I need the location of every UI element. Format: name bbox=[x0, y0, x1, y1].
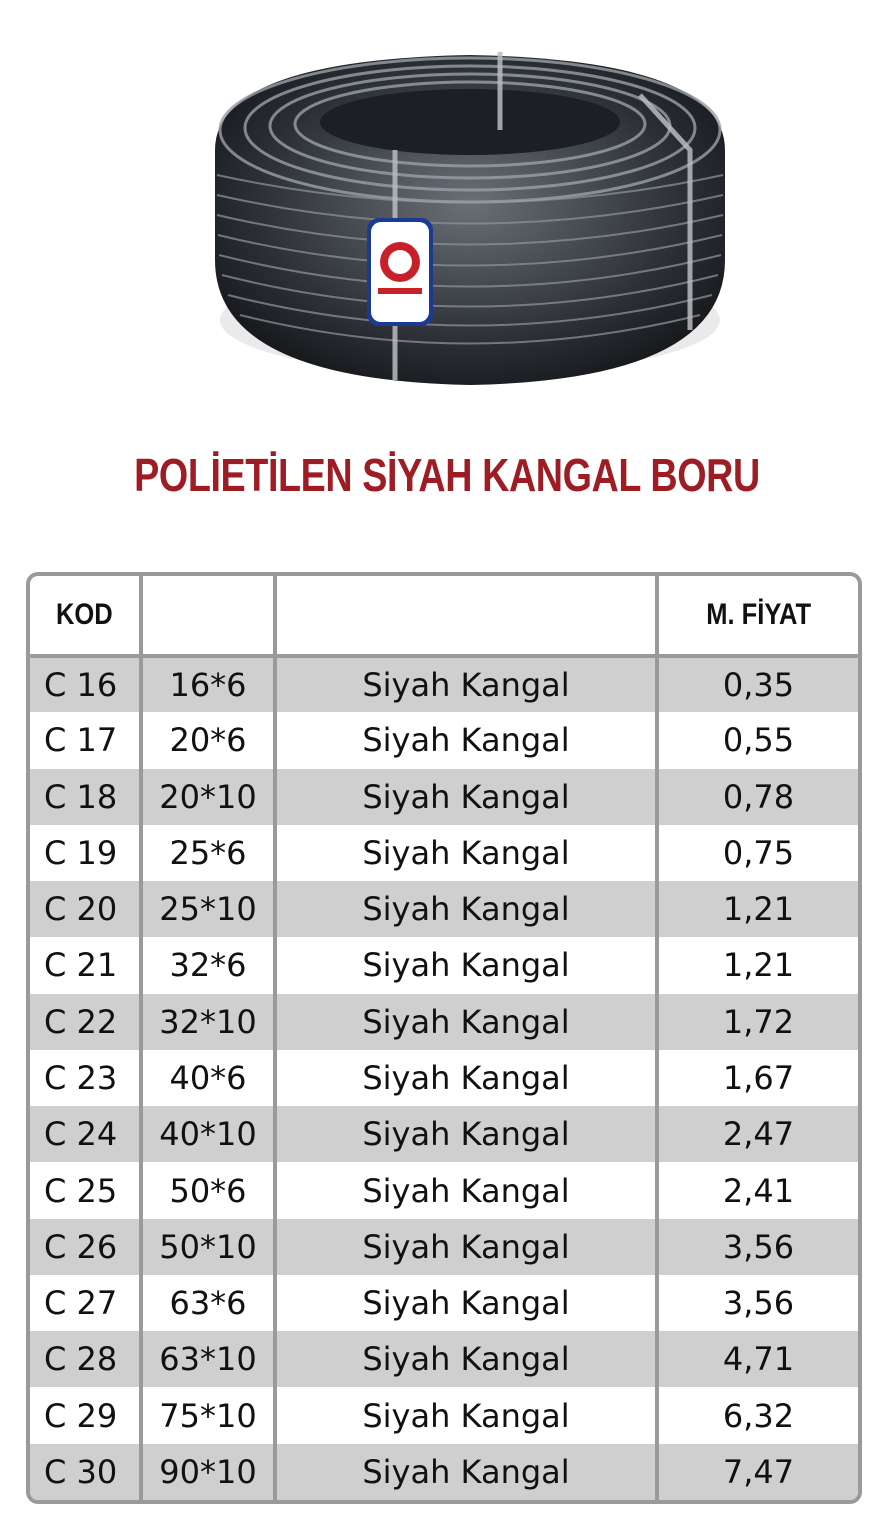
cell-size: 40*10 bbox=[141, 1106, 275, 1162]
table-row bbox=[30, 656, 858, 712]
header-name bbox=[275, 576, 657, 656]
cell-size: 90*10 bbox=[141, 1444, 275, 1500]
cell-size: 63*10 bbox=[141, 1331, 275, 1387]
cell-size: 50*10 bbox=[141, 1219, 275, 1275]
cell-price: 4,71 bbox=[657, 1331, 858, 1387]
table-row bbox=[30, 1162, 858, 1218]
cell-size: 63*6 bbox=[141, 1275, 275, 1331]
price-table bbox=[26, 572, 862, 1504]
cell-kod: C 27 bbox=[30, 1275, 141, 1331]
cell-size: 16*6 bbox=[141, 656, 275, 712]
table-row bbox=[30, 1387, 858, 1443]
cell-size: 32*10 bbox=[141, 994, 275, 1050]
cell-price: 6,32 bbox=[657, 1387, 858, 1443]
price-table-grid bbox=[30, 576, 858, 1500]
table-row bbox=[30, 712, 858, 768]
cell-kod: C 22 bbox=[30, 994, 141, 1050]
cell-kod: C 16 bbox=[30, 656, 141, 712]
cell-price: 7,47 bbox=[657, 1444, 858, 1500]
cell-kod: C 29 bbox=[30, 1387, 141, 1443]
cell-name: Siyah Kangal bbox=[275, 1050, 657, 1106]
cell-size: 25*10 bbox=[141, 881, 275, 937]
cell-size: 20*10 bbox=[141, 769, 275, 825]
table-row bbox=[30, 1275, 858, 1331]
cell-price: 3,56 bbox=[657, 1275, 858, 1331]
table-row bbox=[30, 1106, 858, 1162]
cell-name: Siyah Kangal bbox=[275, 1331, 657, 1387]
cell-price: 2,47 bbox=[657, 1106, 858, 1162]
cell-price: 0,55 bbox=[657, 712, 858, 768]
cell-price: 2,41 bbox=[657, 1162, 858, 1218]
table-row bbox=[30, 769, 858, 825]
brand-label-icon bbox=[367, 218, 433, 326]
cell-price: 0,75 bbox=[657, 825, 858, 881]
cell-size: 20*6 bbox=[141, 712, 275, 768]
header-price: M. FİYAT bbox=[657, 576, 858, 656]
cell-price: 0,78 bbox=[657, 769, 858, 825]
cell-kod: C 30 bbox=[30, 1444, 141, 1500]
cell-name: Siyah Kangal bbox=[275, 1387, 657, 1443]
table-row bbox=[30, 1331, 858, 1387]
cell-name: Siyah Kangal bbox=[275, 656, 657, 712]
cell-kod: C 25 bbox=[30, 1162, 141, 1218]
table-row bbox=[30, 1050, 858, 1106]
cell-price: 1,67 bbox=[657, 1050, 858, 1106]
cell-size: 75*10 bbox=[141, 1387, 275, 1443]
table-row bbox=[30, 937, 858, 993]
cell-price: 0,35 bbox=[657, 656, 858, 712]
header-size bbox=[141, 576, 275, 656]
cell-size: 50*6 bbox=[141, 1162, 275, 1218]
cell-name: Siyah Kangal bbox=[275, 1275, 657, 1331]
cell-kod: C 24 bbox=[30, 1106, 141, 1162]
page-title: POLİETİLEN SİYAH KANGAL BORU bbox=[134, 449, 760, 501]
cell-size: 40*6 bbox=[141, 1050, 275, 1106]
cell-kod: C 21 bbox=[30, 937, 141, 993]
cell-kod: C 26 bbox=[30, 1219, 141, 1275]
cell-name: Siyah Kangal bbox=[275, 712, 657, 768]
cell-price: 1,72 bbox=[657, 994, 858, 1050]
cell-kod: C 17 bbox=[30, 712, 141, 768]
table-row bbox=[30, 994, 858, 1050]
cell-name: Siyah Kangal bbox=[275, 769, 657, 825]
cell-name: Siyah Kangal bbox=[275, 994, 657, 1050]
table-row bbox=[30, 1444, 858, 1500]
cell-name: Siyah Kangal bbox=[275, 1444, 657, 1500]
cell-name: Siyah Kangal bbox=[275, 1219, 657, 1275]
cell-kod: C 20 bbox=[30, 881, 141, 937]
cell-kod: C 18 bbox=[30, 769, 141, 825]
cell-price: 1,21 bbox=[657, 937, 858, 993]
cell-price: 1,21 bbox=[657, 881, 858, 937]
cell-name: Siyah Kangal bbox=[275, 881, 657, 937]
cell-name: Siyah Kangal bbox=[275, 825, 657, 881]
cell-kod: C 28 bbox=[30, 1331, 141, 1387]
header-kod: KOD bbox=[30, 576, 141, 656]
cell-name: Siyah Kangal bbox=[275, 1162, 657, 1218]
table-row bbox=[30, 1219, 858, 1275]
product-image-pipe-coil bbox=[0, 0, 894, 420]
cell-size: 32*6 bbox=[141, 937, 275, 993]
table-header-row bbox=[30, 576, 858, 656]
cell-name: Siyah Kangal bbox=[275, 937, 657, 993]
cell-price: 3,56 bbox=[657, 1219, 858, 1275]
cell-kod: C 19 bbox=[30, 825, 141, 881]
cell-name: Siyah Kangal bbox=[275, 1106, 657, 1162]
table-row bbox=[30, 825, 858, 881]
pipe-coil-illustration bbox=[0, 0, 894, 420]
cell-size: 25*6 bbox=[141, 825, 275, 881]
cell-kod: C 23 bbox=[30, 1050, 141, 1106]
table-row bbox=[30, 881, 858, 937]
